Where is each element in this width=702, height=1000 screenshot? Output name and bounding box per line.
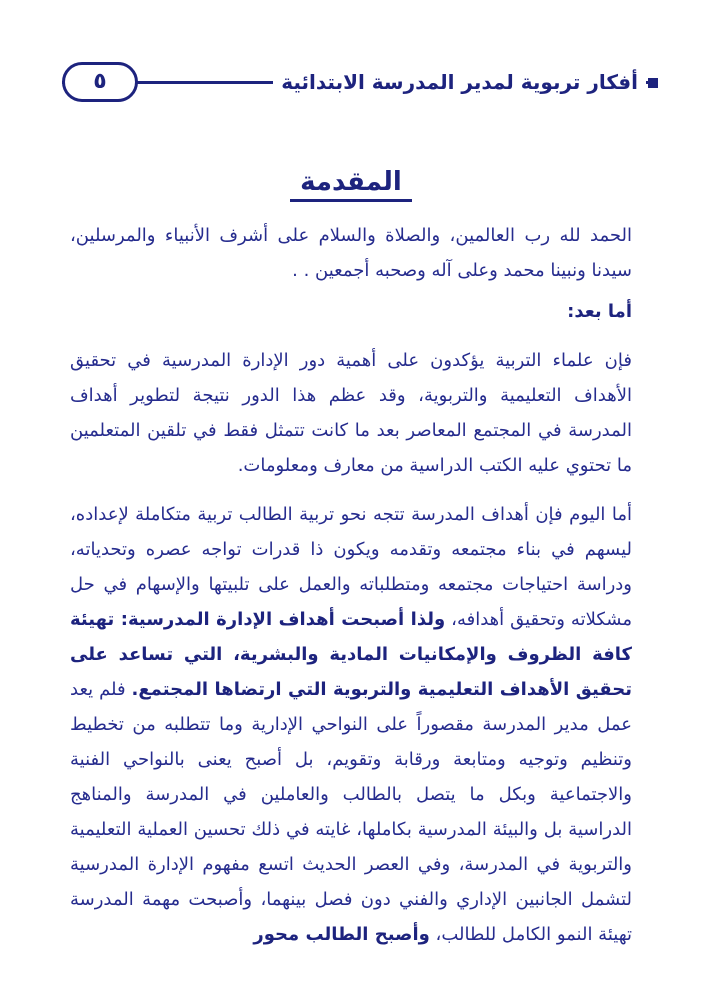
- page-number: ٥: [62, 62, 138, 102]
- paragraph-today-part2: فلم يعد عمل مدير المدرسة مقصوراً على النواحي الإدارية وما تتطلبه من تخطيط وتنظيم وتوجيه ومتابعة ورقابة وتقويم، بل أصبح يعنى بالنواحي الفنية والاجتماعية وبكل ما يتصل بالطالب والعاملين في المدرسة والمناهج الدراسية بل والبيئة المدرسية بكاملها، غايته في ذلك تحسين العملية التعليمية والتربوية في المدرسة، وفي العصر الحديث اتسع مفهوم الإدارة المدرسية لتشمل الجانبين الإداري والفني دون فصل بينهما، وأصبحت مهمة المدرسة تهيئة النمو الكامل للطالب،: [70, 679, 632, 945]
- paragraph-today-bold1: ولذا أصبحت أهداف الإدارة المدرسية: تهيئة كافة الظروف والإمكانيات المادية والبشرية، التي تساعد على تحقيق الأهداف التعليمية والتربوية التي ارتضاها المجتمع.: [70, 609, 632, 700]
- paragraph-today: [70, 497, 632, 952]
- header-bar-marker: [648, 78, 658, 88]
- page-body: [70, 160, 632, 952]
- amma-baad-label: أما بعد:: [567, 301, 632, 322]
- book-title: أفكار تربوية لمدير المدرسة الابتدائية: [273, 66, 646, 98]
- paragraph-today-bold2: وأصبح الطالب محور: [253, 924, 430, 945]
- paragraph-today-part1: أما اليوم فإن أهداف المدرسة تتجه نحو تربية الطالب تربية متكاملة لإعداده، ليسهم في بناء مجتمعه وتقدمه ويكون ذا قدرات تواجه عصره وتحدياته، ودراسة احتياجات مجتمعه ومتطلباته والعمل على تلبيتها والإسهام في حل مشكلاته وتحقيق أهدافه،: [70, 504, 632, 630]
- section-heading: [70, 160, 632, 204]
- paragraph-goals: فإن علماء التربية يؤكدون على أهمية دور الإدارة المدرسية في تحقيق الأهداف التعليمية والتربوية، وقد عظم هذا الدور نتيجة لتطوير أهداف المدرسة في المجتمع المعاصر بعد ما كانت تتمثل فقط في تلقين المتعلمين ما تحتوي عليه الكتب الدراسية من معارف ومعلومات.: [70, 350, 632, 476]
- section-heading-text: المقدمة: [290, 167, 412, 202]
- intro-paragraph: الحمد لله رب العالمين، والصلاة والسلام على أشرف الأنبياء والمرسلين، سيدنا ونبينا محمد وعلى آله وصحبه أجمعين . .: [70, 225, 632, 281]
- running-header: [62, 62, 652, 102]
